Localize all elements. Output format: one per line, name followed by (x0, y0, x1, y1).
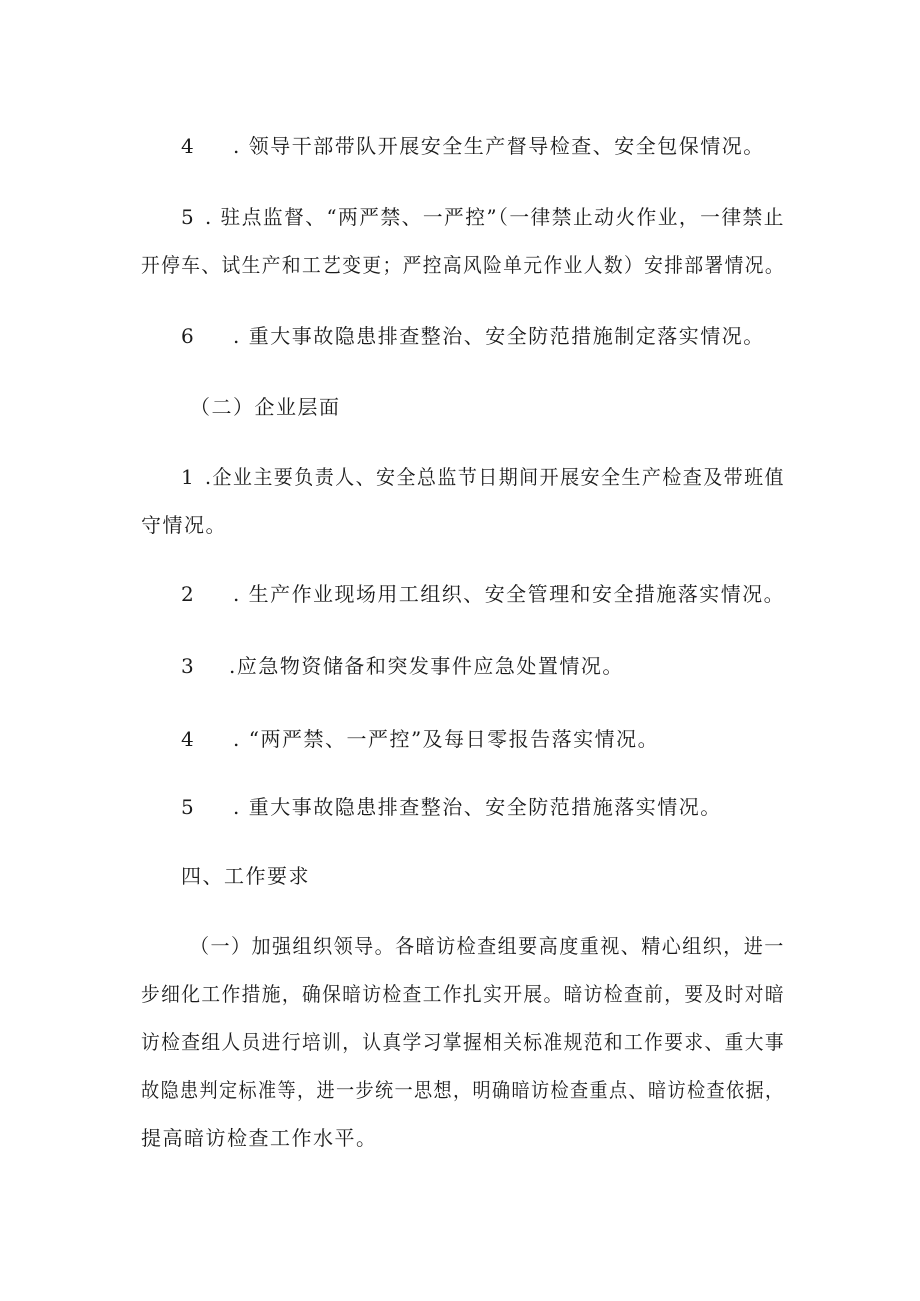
item-number: 1 (181, 465, 194, 489)
item-text: . 生产作业现场用工组织、安全管理和安全措施落实情况。 (233, 582, 786, 606)
paragraph-line: 故隐患判定标准等，进一步统一思想，明确暗访检查重点、暗访检查依据， (141, 1078, 785, 1102)
item-text-continued: 开停车、试生产和工艺变更；严控高风险单元作业人数）安排部署情况。 (141, 253, 785, 277)
item-number: 3 (181, 654, 194, 678)
paragraph-line: （一）加强组织领导。各暗访检查组要高度重视、精心组织，进一 (190, 934, 785, 958)
item-number: 4 (181, 134, 194, 158)
paragraph-line: 提高暗访检查工作水平。 (141, 1126, 378, 1150)
paragraph-line: 访检查组人员进行培训，认真学习掌握相关标准规范和工作要求、重大事 (141, 1030, 785, 1054)
item-number: 4 (181, 727, 194, 751)
paragraph-line: 步细化工作措施，确保暗访检查工作扎实开展。暗访检查前，要及时对暗 (141, 982, 785, 1006)
item-number: 2 (181, 582, 194, 606)
item-text: .应急物资储备和突发事件应急处置情况。 (229, 654, 624, 678)
item-number: 6 (181, 324, 194, 348)
item-text: . “两严禁、一严控”及每日零报告落实情况。 (233, 727, 660, 751)
item-text-continued: 守情况。 (141, 513, 227, 537)
item-text: . 重大事故隐患排查整治、安全防范措施落实情况。 (233, 795, 722, 819)
item-text: .企业主要负责人、安全总监节日期间开展安全生产检查及带班值 (205, 465, 785, 489)
item-text: . 领导干部带队开展安全生产督导检查、安全包保情况。 (233, 134, 765, 158)
item-number: 5 (181, 205, 194, 229)
section-heading: 四、工作要求 (181, 864, 310, 888)
item-number: 5 (181, 795, 194, 819)
item-text: . 重大事故隐患排查整治、安全防范措施制定落实情况。 (233, 324, 765, 348)
item-text: . 驻点监督、“两严禁、一严控”（一律禁止动火作业，一律禁止 (205, 205, 785, 229)
section-heading: （二）企业层面 (190, 395, 341, 419)
